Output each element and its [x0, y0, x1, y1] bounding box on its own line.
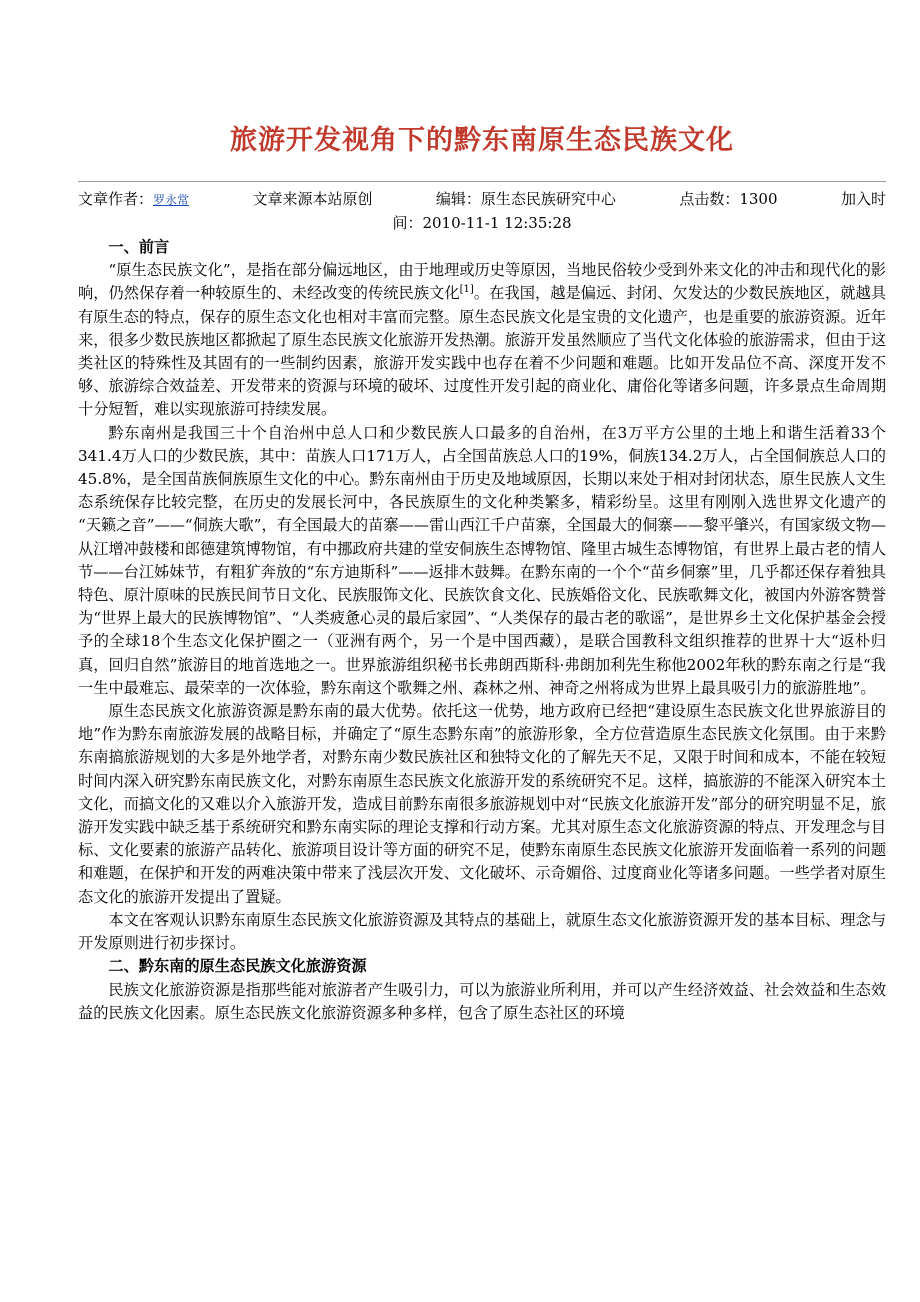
- paragraph: 黔东南州是我国三十个自治州中总人口和少数民族人口最多的自治州，在3万平方公里的土地上和谐生活着33个341.4万人口的少数民族，其中：苗族人口171万人，占全国苗族总人口的19%，侗族134.2万人，占全国侗族总人口的45.8%，是全国苗族侗族原生文化的中心。黔东南州由于历史及地域原因，长期以来处于相对封闭状态，原生民族人文生态系统保存比较完整，在历史的发展长河中，各民族原生的文化种类繁多，精彩纷呈。这里有刚刚入选世界文化遗产的 “天籁之音”——“侗族大歌”，有全国最大的苗寨——雷山西江千户苗寨，全国最大的侗寨——黎平肇兴，有国家级文物—从江增冲鼓楼和郎德建筑博物馆，有中挪政府共建的堂安侗族生态博物馆、隆里古城生态博物馆，有世界上最古老的情人节——台江姊妹节，有粗犷奔放的“东方迪斯科”——返排木鼓舞。在黔东南的一个个“苗乡侗寨”里，几乎都还保存着独具特色、原汁原味的民族民间节日文化、民族服饰文化、民族饮食文化、民族婚俗文化、民族歌舞文化，被国内外游客赞誉为“世界上最大的民族博物馆”、“人类疲惫心灵的最后家园”、“人类保存的最古老的歌谣”，是世界乡土文化保护基金会授予的全球18个生态文化保护圈之一（亚洲有两个，另一个是中国西藏），是联合国教科文组织推荐的世界十大“返朴归真，回归自然”旅游目的地首选地之一。世界旅游组织秘书长弗朗西斯科·弗朗加利先生称他2002年秋的黔东南之行是“我一生中最难忘、最荣幸的一次体验，黔东南这个歌舞之州、森林之州、神奇之州将成为世界上最具吸引力的旅游胜地”。: [78, 423, 886, 697]
- paragraph-text: 。在我国，越是偏远、封闭、欠发达的少数民族地区，就越具有原生态的特点，保存的原生态文化也相对丰富而完整。原生态民族文化是宝贵的文化遗产，也是重要的旅游资源。近年来，很多少数民族地区都掀起了原生态民族文化旅游开发热潮。旅游开发虽然顺应了当代文化体验的旅游需求，但由于这类社区的特殊性及其固有的一些制约因素，旅游开发实践中也存在着不少问题和难题。比如开发品位不高、深度开发不够、旅游综合效益差、开发带来的资源与环境的破坏、过度性开发引起的商业化、庸俗化等诸多问题，许多景点生命周期十分短暂，难以实现旅游可持续发展。: [78, 284, 887, 419]
- author-link[interactable]: 罗永常: [153, 193, 190, 207]
- paragraph: 本文在客观认识黔东南原生态民族文化旅游资源及其特点的基础上，就原生态文化旅游资源开发的基本目标、理念与开发原则进行初步探讨。: [78, 910, 886, 953]
- section-heading: 二、黔东南的原生态民族文化旅游资源: [108, 957, 367, 976]
- author-label: 文章作者：: [78, 190, 154, 208]
- paragraph: 民族文化旅游资源是指那些能对旅游者产生吸引力，可以为旅游业所利用，并可以产生经济效益、社会效益和生态效益的民族文化因素。原生态民族文化旅游资源多种多样，包含了原生态社区的环境: [78, 980, 886, 1022]
- article-meta: [78, 188, 886, 235]
- section-heading: 一、前言: [108, 238, 170, 256]
- editor-text: 编辑：原生态民族研究中心: [435, 190, 616, 208]
- publish-time: 间：2010-11-1 12:35:28: [392, 214, 572, 232]
- paragraph-text: “原生态民族文化”，是指在部分偏远地区，由于地理或历史等原因，当地民俗较少受到外来文化的冲击和现代化的影响，仍然保存着一种较原生的、未经改变的传统民族文化: [78, 261, 886, 303]
- meta-row: [78, 188, 886, 212]
- footnote-ref: [1]: [459, 284, 474, 296]
- source-text: 文章来源本站原创: [252, 190, 373, 208]
- paragraph: 原生态民族文化旅游资源是黔东南的最大优势。依托这一优势，地方政府已经把“建设原生态民族文化世界旅游目的地”作为黔东南旅游发展的战略目标，并确定了“原生态黔东南”的旅游形象，全方位营造原生态民族文化氛围。由于来黔东南搞旅游规划的大多是外地学者，对黔东南少数民族社区和独特文化的了解先天不足，又限于时间和成本，不能在较短时间内深入研究黔东南民族文化，对黔东南原生态民族文化旅游开发的系统研究不足。这样，搞旅游的不能深入研究本土文化，而搞文化的又难以介入旅游开发，造成目前黔东南很多旅游规划中对“民族文化旅游开发”部分的研究明显不足，旅游开发实践中缺乏基于系统研究和黔东南实际的理论支撑和行动方案。尤其对原生态文化旅游资源的特点、开发理念与目标、文化要素的旅游产品转化、旅游项目设计等方面的研究不足，使黔东南原生态民族文化旅游开发面临着一系列的问题和难题，在保护和开发的两难决策中带来了浅层次开发、文化破坏、示奇媚俗、过度商业化等诸多问题。一些学者对原生态文化的旅游开发提出了置疑。: [78, 702, 886, 906]
- article-title: 旅游开发视角下的黔东南原生态民族文化: [230, 125, 734, 156]
- author-field: [78, 188, 189, 212]
- click-count: 点击数：1300: [679, 190, 778, 208]
- paragraph: [78, 259, 886, 421]
- time-label: 加入时: [840, 190, 886, 208]
- article-body: [78, 236, 886, 1025]
- title-divider: [78, 181, 886, 182]
